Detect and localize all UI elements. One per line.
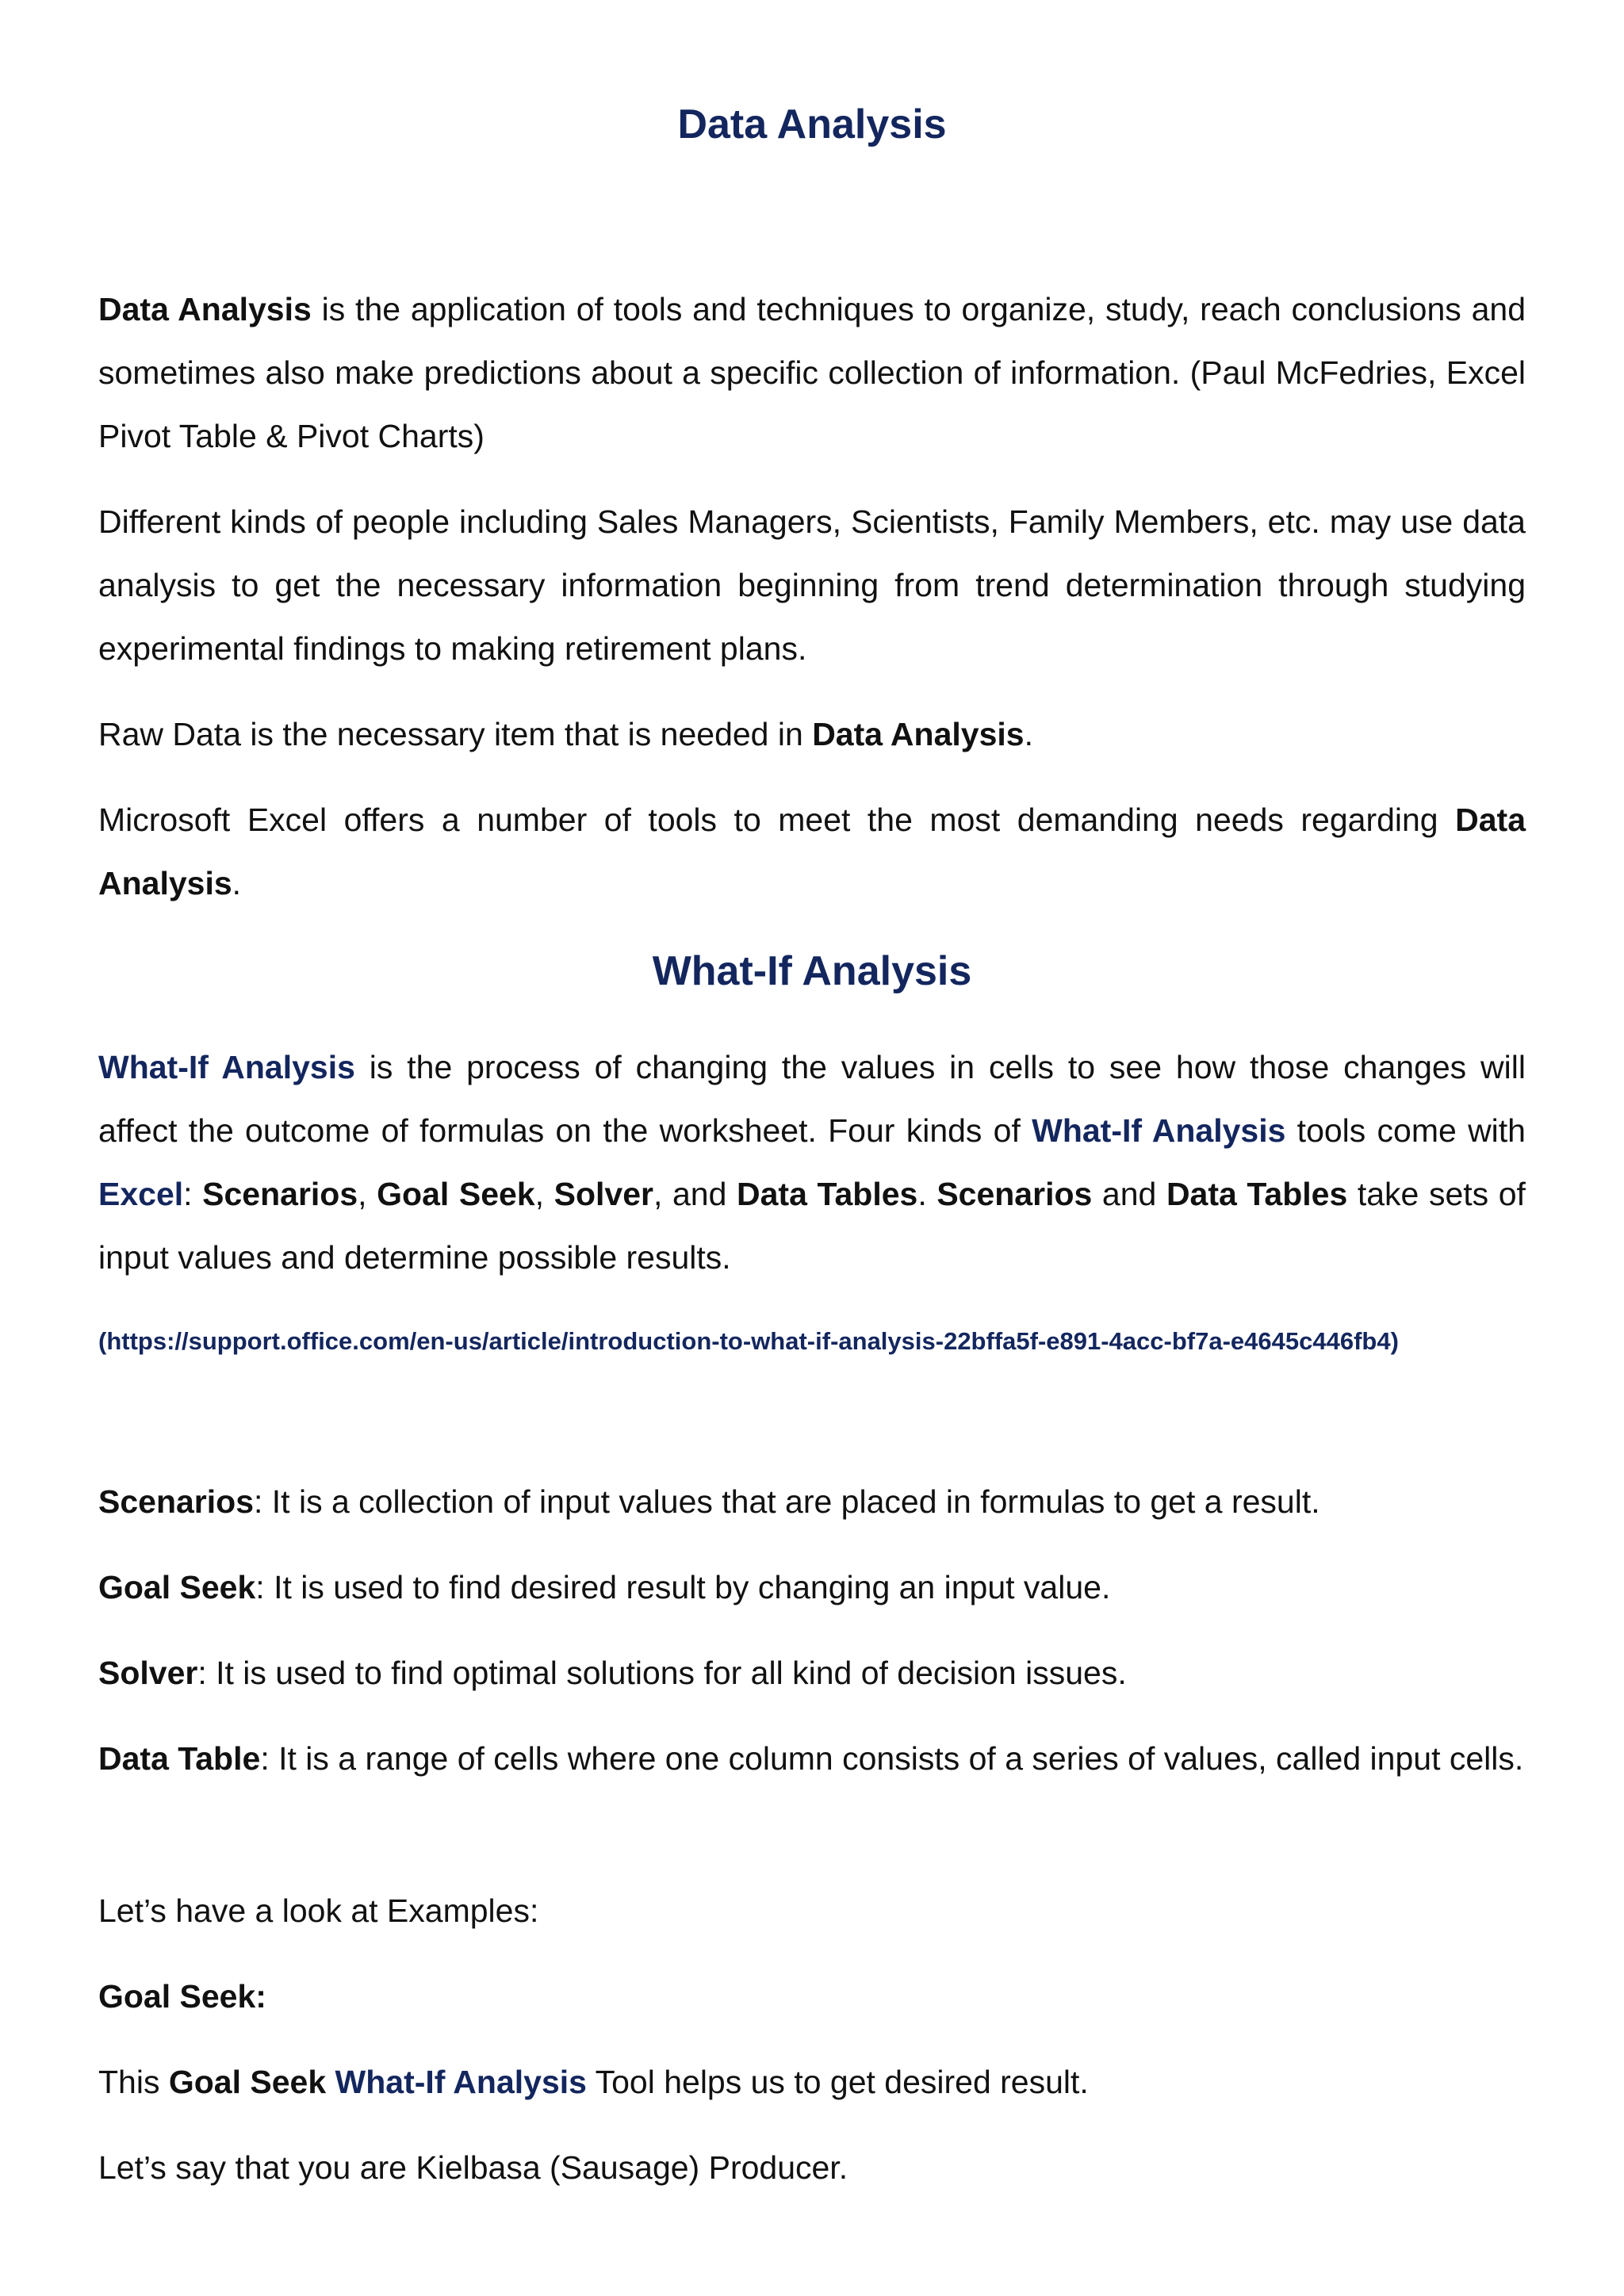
def-data-table: Data Table: It is a range of cells where one column consists of a series of values, called input cells.: [98, 1740, 1524, 1777]
page-title: Data Analysis: [677, 101, 947, 147]
whatif-paragraph: What-If Analysis is the process of changing the values in cells to see how those changes will affect the outcome of formulas on the worksheet. Four kinds of What-If Analysis tools come with Excel: Scenarios, Goal Seek, Solver, and Data Tables. Scenarios and Data Tables take sets of input values and determine possible results.: [98, 1049, 1526, 1276]
examples-intro: Let’s have a look at Examples:: [98, 1892, 539, 1929]
intro-paragraph: [98, 277, 1526, 468]
excel-tools-term: Data Analysis: [98, 802, 1526, 901]
raw-data-term: Data Analysis: [812, 716, 1025, 752]
kielbasa-line: Let’s say that you are Kielbasa (Sausage) Producer.: [98, 2149, 848, 2186]
people-paragraph: Different kinds of people including Sales Managers, Scientists, Family Members, etc. may use data analysis to get the necessary information beginning from trend determination through studying experimental findings to making retirement plans.: [98, 503, 1526, 667]
goal-seek-description: This Goal Seek What-If Analysis Tool helps us to get desired result.: [98, 2064, 1089, 2100]
whatif-term: What-If Analysis: [98, 1049, 355, 1085]
excel-term: Excel: [98, 1176, 184, 1212]
excel-tools-paragraph: Microsoft Excel offers a number of tools to meet the most demanding needs regarding Data Analysis.: [98, 802, 1526, 901]
def-solver: Solver: It is used to find optimal solutions for all kind of decision issues.: [98, 1655, 1127, 1691]
def-goal-seek: Goal Seek: It is used to find desired result by changing an input value.: [98, 1569, 1111, 1605]
whatif-term-2: What-If Analysis: [1032, 1112, 1286, 1149]
intro-term: Data Analysis: [98, 291, 312, 327]
source-link[interactable]: (https://support.office.com/en-us/article/introduction-to-what-if-analysis-22bffa5f-e891-4acc-bf7a-e4645c446fb4): [98, 1327, 1399, 1355]
section-title: What-If Analysis: [652, 948, 972, 994]
goal-seek-heading: Goal Seek:: [98, 1978, 266, 2015]
def-scenarios: Scenarios: It is a collection of input values that are placed in formulas to get a result.: [98, 1483, 1320, 1520]
raw-data-paragraph: Raw Data is the necessary item that is needed in Data Analysis.: [98, 716, 1033, 752]
intro-text: is the application of tools and techniques to organize, study, reach conclusions and sometimes also make predictions about a specific collection of information. (Paul McFedries, Excel Pivot Table & Pivot Charts): [98, 291, 1526, 454]
